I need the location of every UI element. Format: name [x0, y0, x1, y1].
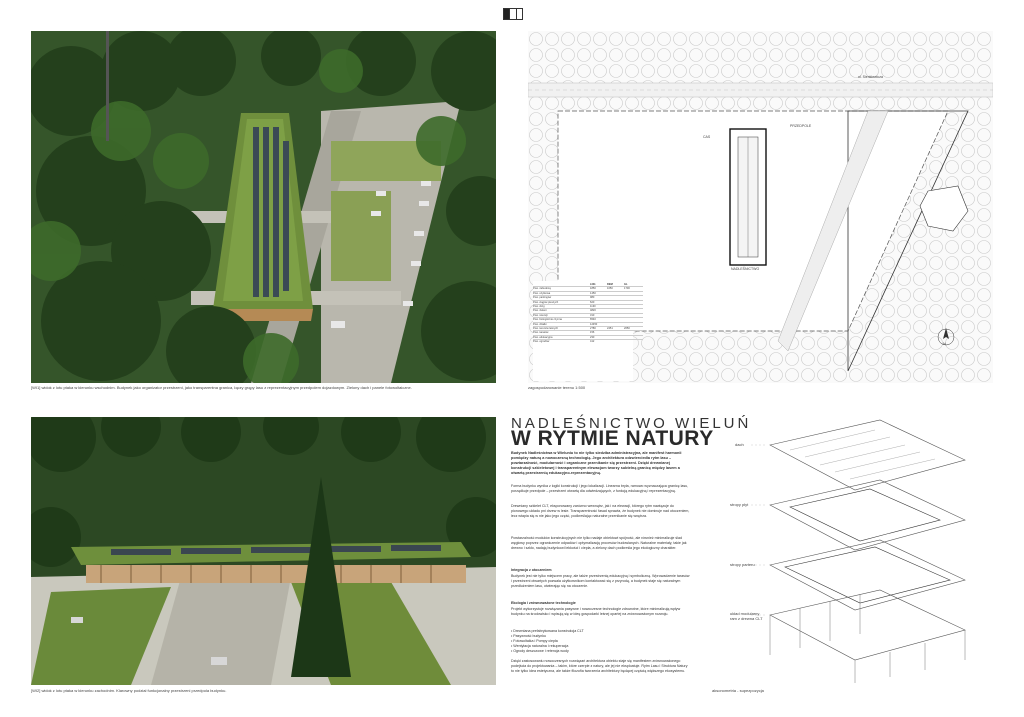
table-cell [607, 309, 622, 312]
list-item: • Wentylacja naturalna i rekuperacja [511, 644, 569, 648]
table-cell: 620 [590, 300, 595, 304]
table-cell [624, 309, 639, 312]
site-label-zone-a: CAS [703, 135, 711, 139]
table-cell: 6540 [590, 318, 596, 322]
table-cell: 2650 [624, 327, 630, 331]
table-cell [607, 305, 622, 308]
article-paragraph-1: Forma budynku wynika z logiki konstrukcji i jego lokalizacji. Linearna bryła, ramowo wyznaczająca granicę lasu, porządkuje przedpole – przestrzeń otwartą dla odwiedzających, z funkcją edukacyjną i reprezentacyjną. [511, 484, 689, 493]
table-cell [624, 323, 639, 326]
north-label: N [943, 341, 946, 346]
table-cell: Pow. retencji [533, 313, 548, 317]
table-cell [624, 292, 639, 295]
caption-axon: aksonometria - supezpozycja [712, 688, 764, 693]
article-paragraph-6: Dzięki zastosowaniu nowoczesnych rozwiązań architektura obiektu staje się manifestem zrównoważonego podejścia do projektowania – takim, które czerpie z natury, ale jej nie eksploatuje. Rytm Lasu i Struktura Natury to nie tylko idea estetyczna, ale także filozofia tworzenia architektury będącej częścią większego ekosystemu. [511, 659, 688, 673]
table-cell: Pow. zieleni [533, 309, 547, 313]
table-cell [624, 296, 639, 299]
table-cell [624, 340, 639, 343]
site-label-zone-b: PRZEDPOLE [790, 124, 812, 128]
table-cell: 1850 [590, 287, 596, 291]
table-cell: 310 [590, 313, 595, 317]
article-paragraph-5: Projekt wykorzystuje rozwiązania pasywne i nowoczesne technologie zdrowotne, które minimalizują wpływ budynku na środowisko i wpisują się w ideę gospodarki leśnej opartej na zrównoważonym rozwoju. [511, 607, 681, 616]
table-cell [624, 336, 639, 339]
article-paragraph-4: Budynek jest nie tylko miejscem pracy, ale także przestrzenią edukacyjną i symboliczną. Wprowadzenie tarasów i przestrzeni otwartych pozwala użytkownikom kontaktować się z przyrodą, a budynek staje się naturalnym przedłużeniem lasu, otwierając się na otoczenie. [511, 574, 690, 588]
axonometry [730, 415, 995, 685]
table-cell [607, 292, 622, 295]
axon-label-upper: stropy płyt [730, 502, 749, 507]
table-cell: 1700 [624, 287, 630, 291]
table-cell: Pow. edukacyjna [533, 335, 553, 339]
aerial-render-east-image [31, 31, 496, 383]
article-lead: Budynek Nadleśnictwa w Wieluniu to nie tylko siedziba administracyjna, ale manifest harmonii pomiędzy naturą a nowoczesną technologią. Jego architektura odzwierciedla rytm lasu – powtarzalność, modularność i organiczne przenikanie się przestrzeni. Dzięki drewnianej konstrukcji szkieletowej i transparentnym elewacjom tworzy subtelną granicę między lasem a otwartą przestrzenią edukacyjno-reprezentacyjną. [511, 451, 682, 475]
table-cell: Pow. użytkowa [533, 291, 551, 295]
article-heading-2: Ekologia i zrównoważone technologie [511, 601, 576, 605]
area-table [533, 283, 643, 344]
table-cell: 12450 [590, 322, 598, 326]
article-bullet-list [511, 629, 691, 654]
table-cell [607, 318, 622, 321]
table-cell: Pow. terenów leśnych [533, 327, 559, 331]
table-cell: Pow. biologicznie czynna [533, 318, 562, 322]
article-paragraph-2: Drewniany szkielet CLT, eksponowany zarówno wewnątrz, jak i na elewacji, którego rytm nawiązuje do pionowego układu pni drzew w lesie. Transparentność fasad sprawia, że budynek nie dominuje nad otoczeniem, lecz wtapia się w nie jako jego część, podkreślając naturalne przenikanie się wnętrza. [511, 504, 690, 518]
table-cell [607, 331, 622, 334]
article-title-small: NADLEŚNICTWO WIELUŃ [511, 415, 752, 432]
table-cell: 1450 [590, 291, 596, 295]
table-cell [607, 323, 622, 326]
table-cell: 2451 [607, 327, 613, 331]
table-cell [607, 301, 622, 304]
table-cell: 4820 [590, 309, 596, 313]
table-cell [624, 331, 639, 334]
aerial-render-east [31, 31, 496, 383]
area-table-header: LNG DEM GL [590, 283, 628, 286]
table-cell: Pow. działki [533, 322, 547, 326]
table-cell: 1650 [607, 287, 613, 291]
axon-label-ground: stropy parteru [730, 562, 755, 567]
axonometry-drawing [730, 415, 995, 685]
site-label-building: NADLEŚNICTWO [731, 267, 760, 271]
table-cell: Pow. tarasów [533, 331, 549, 335]
caption-top-left: [WI1] widok z lotu ptaka w kierunku wschodnim. Budynek jako organizator przestrzeni, jako transparentna granica, łączy grąpy lasu z reprezentacyjnym przedpolem dojazdowym. Zielony dach i panele fotowoltaiczne. [31, 385, 412, 390]
table-cell [607, 340, 622, 343]
list-item: • Drewniana prefabrykowana konstrukcja CLT [511, 629, 584, 633]
page-number-icon [503, 8, 523, 20]
article-title-big: W RYTMIE NATURY [511, 427, 714, 450]
table-cell: 156 [590, 331, 595, 335]
article-heading-1: Integracja z otoczeniem [511, 568, 552, 572]
list-item: • Pasywność budynku [511, 634, 547, 638]
caption-site-plan: zagospodarowanie terenu 1:500 [528, 385, 586, 390]
table-cell: Pow. ogrodów [533, 340, 550, 344]
table-cell: 230 [590, 335, 595, 339]
list-item: • Ogrody deszczowe i retencja wody [511, 649, 569, 653]
table-cell: Pow. ciągów pieszych [533, 300, 559, 304]
table-cell: Pow. dróg [533, 305, 545, 309]
table-cell [624, 314, 639, 317]
axon-label-roof: dach [735, 442, 744, 447]
list-item: • Fotowoltaika i Pompy ciepła [511, 639, 558, 643]
aerial-render-west [31, 417, 496, 685]
table-cell [624, 301, 639, 304]
table-cell [607, 336, 622, 339]
table-cell: Pow. zabudowy [533, 287, 552, 291]
table-cell: 2780 [590, 327, 596, 331]
site-plan [528, 31, 993, 383]
table-cell: 1130 [590, 305, 596, 309]
table-cell [607, 296, 622, 299]
caption-bottom-left: [WI2] widok z lotu ptaka w kierunku zachodnim. Klarowny podział funkcjonalny przestrzeni przedpola budynku. [31, 688, 227, 693]
aerial-render-west-image [31, 417, 496, 685]
table-row [533, 339, 643, 343]
table-cell [607, 314, 622, 317]
axon-label-clt: układ modularny ram z drewna CLT [730, 611, 763, 621]
table-cell [624, 318, 639, 321]
table-cell [624, 305, 639, 308]
article-paragraph-3: Powtarzalność modułów konstrukcyjnych nie tylko nadaje obiektowi spójność, ale również minimalizuje ślad węglowy poprzez ograniczenie odpadów i optymalizację procesów budowlanych. Naturalne materiały, takie jak drewno i szkło, nadają budynkowi lekkości i ciepła, a zielony dach podkreśla jego ekologiczny charakter. [511, 536, 687, 550]
table-cell: 980 [590, 296, 595, 300]
table-cell: Pow. parkingów [533, 296, 552, 300]
site-label-road: ul. Sienkiewicza [858, 75, 883, 79]
table-cell: 412 [590, 340, 595, 344]
